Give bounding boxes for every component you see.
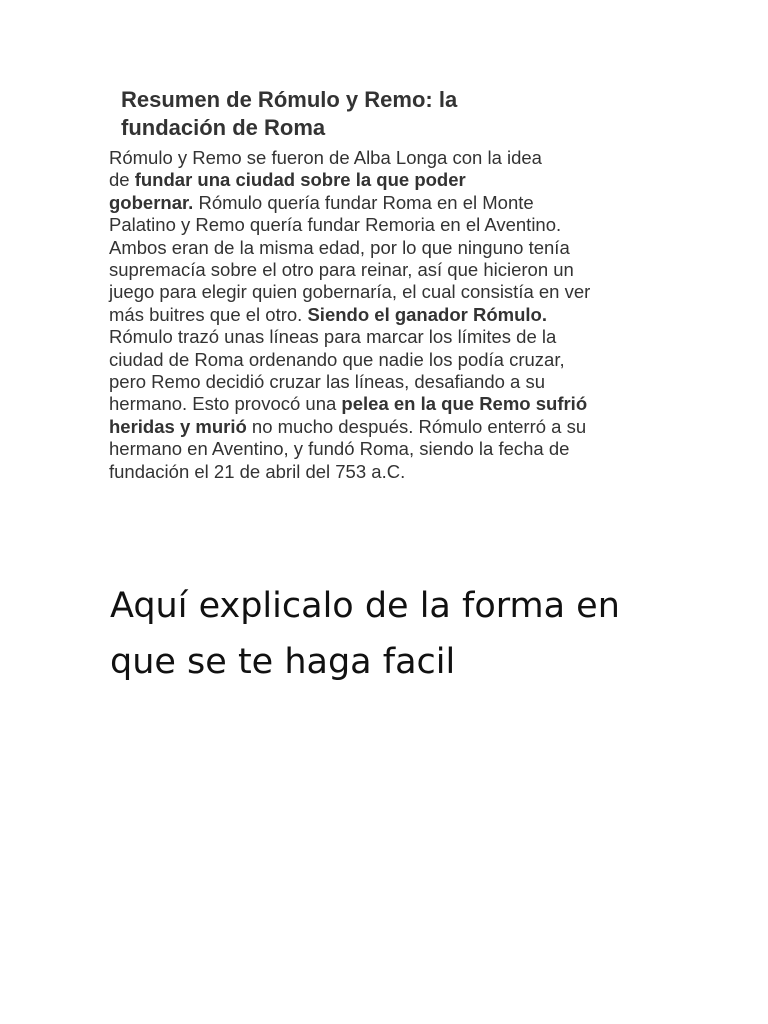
text-run: no mucho después. Rómulo enterró a su xyxy=(246,415,587,437)
bold-text-run: pelea en la que Remo sufrió xyxy=(341,393,588,415)
note-line-2: que se te haga facil xyxy=(110,642,456,682)
summary-paragraph xyxy=(109,147,654,483)
summary-heading xyxy=(121,86,561,142)
text-run: fundación el 21 de abril del 753 a.C. xyxy=(109,460,406,482)
heading-line-1: Resumen de Rómulo y Remo: la xyxy=(121,87,458,112)
text-run: ciudad de Roma ordenando que nadie los podía cruzar, xyxy=(109,348,565,370)
note-line-1: Aquí explicalo de la forma en xyxy=(110,586,620,626)
text-run: supremacía sobre el otro para reinar, así que hicieron un xyxy=(109,259,574,281)
heading-line-2: fundación de Roma xyxy=(121,115,326,140)
text-run: hermano en Aventino, y fundó Roma, siendo la fecha de xyxy=(109,438,570,460)
summary-line xyxy=(109,438,654,460)
summary-line xyxy=(109,304,654,326)
summary-line xyxy=(109,393,654,415)
summary-line xyxy=(109,416,654,438)
text-run: juego para elegir quien gobernaría, el cual consistía en ver xyxy=(109,281,591,303)
text-run: más buitres que el otro. xyxy=(109,303,308,325)
instruction-note xyxy=(110,578,710,690)
bold-text-run: fundar una ciudad sobre la que poder xyxy=(134,169,466,191)
bold-text-run: heridas y murió xyxy=(109,415,247,437)
summary-line xyxy=(109,461,654,483)
summary-line xyxy=(109,192,654,214)
text-run: Rómulo trazó unas líneas para marcar los límites de la xyxy=(109,326,557,348)
text-run: Palatino y Remo quería fundar Remoria en el Aventino. xyxy=(109,214,562,236)
summary-line xyxy=(109,326,654,348)
text-run: hermano. Esto provocó una xyxy=(109,393,342,415)
summary-line xyxy=(109,147,654,169)
text-run: de xyxy=(109,169,135,191)
summary-line xyxy=(109,259,654,281)
bold-text-run: gobernar. xyxy=(109,191,194,213)
summary-line xyxy=(109,281,654,303)
bold-text-run: Siendo el ganador Rómulo. xyxy=(307,303,547,325)
summary-line xyxy=(109,349,654,371)
summary-line xyxy=(109,371,654,393)
text-run: Rómulo quería fundar Roma en el Monte xyxy=(193,191,534,213)
summary-line xyxy=(109,237,654,259)
text-run: pero Remo decidió cruzar las líneas, desafiando a su xyxy=(109,371,546,393)
summary-line xyxy=(109,169,654,191)
summary-line xyxy=(109,214,654,236)
text-run: Rómulo y Remo se fueron de Alba Longa con la idea xyxy=(109,147,542,168)
text-run: Ambos eran de la misma edad, por lo que ninguno tenía xyxy=(109,236,570,258)
